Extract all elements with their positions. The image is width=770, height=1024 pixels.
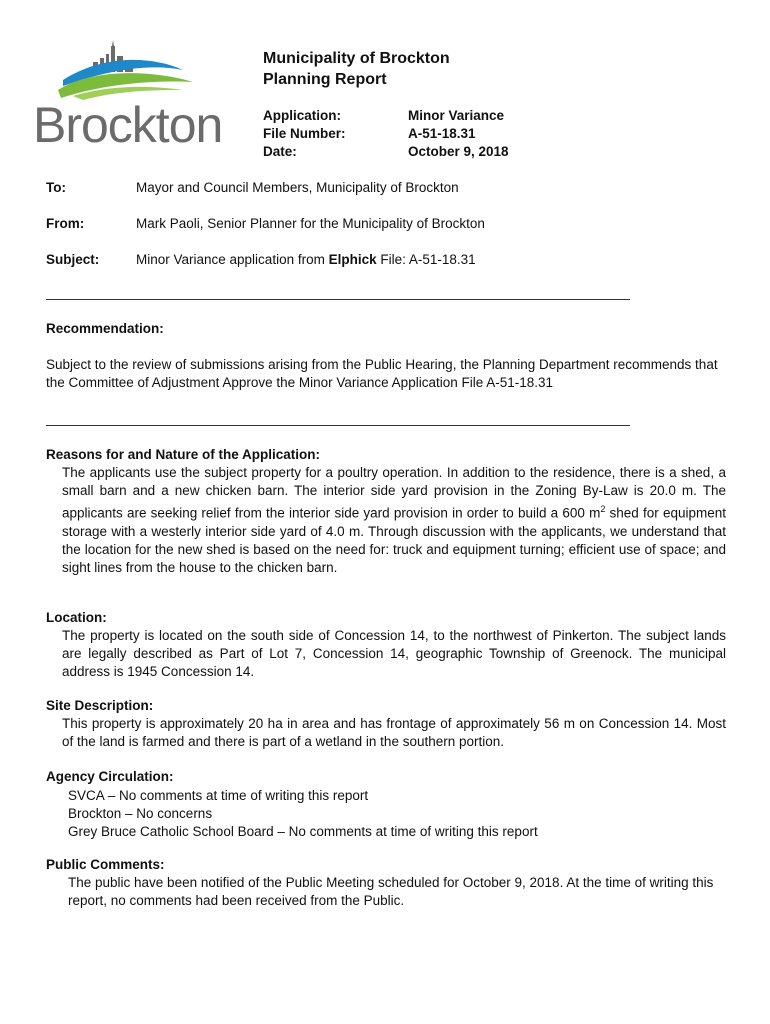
divider: [46, 299, 630, 300]
meta-value: A-51-18.31: [408, 126, 476, 141]
subject-pre: Minor Variance application from: [136, 252, 329, 267]
site-text: This property is approximately 20 ha in area and has frontage of approximately 56 m on Concession 14. Most of the land is farmed and there is part of a wetland in the southern portion.: [62, 716, 726, 749]
from-value: Mark Paoli, Senior Planner for the Municipality of Brockton: [136, 216, 485, 231]
superscript: 2: [600, 504, 606, 514]
svg-text:Brockton: Brockton: [33, 97, 223, 150]
meta-label: Application:: [263, 108, 341, 123]
site-title: Site Description:: [46, 698, 154, 713]
reasons-text-pre: The applicants use the subject property for a poultry operation. In addition to the residence, there is a shed, a small barn and a new chicken barn. The interior side yard provision in the Zoning By-Law is 20.0 m. The applicants are seeking relief from the interior side yard provision in order to build a 600 m: [62, 465, 726, 521]
public-title: Public Comments:: [46, 857, 165, 872]
header-line-report: Planning Report: [263, 71, 387, 88]
agency-line-brockton: Brockton – No concerns: [68, 806, 213, 821]
report-meta: [263, 107, 509, 161]
reasons-text-post: shed for equipment storage with a westerly interior side yard of 4.0 m. Through discussion with the applicants, we understand that the location for the new shed is based on the need for: truck and equipment turning; efficient use of space; and sight lines from the house to the chicken barn.: [62, 505, 726, 575]
location-title: Location:: [46, 610, 107, 625]
header-line-municipality: Municipality of Brockton: [263, 50, 450, 67]
recommendation-title: Recommendation:: [46, 321, 164, 336]
location-text: The property is located on the south side of Concession 14, to the northwest of Pinkerton. The subject lands are legally described as Part of Lot 7, Concession 14, geographic Township of Greenock. The municipal address is 1945 Concession 14.: [62, 628, 726, 679]
public-text: The public have been notified of the Public Meeting scheduled for October 9, 2018. At the time of writing this report, no comments had been received from the Public.: [68, 875, 714, 908]
subject-applicant: Elphick: [328, 252, 377, 267]
meta-row-file-number: [263, 125, 509, 143]
brockton-logo-graphic: [33, 40, 255, 150]
subject-label: Subject:: [46, 252, 100, 267]
memo-subject: [46, 251, 476, 269]
reasons-title: Reasons for and Nature of the Application:: [46, 447, 321, 462]
divider: [46, 425, 630, 426]
meta-row-date: [263, 143, 509, 161]
agency-line-school-board: Grey Bruce Catholic School Board – No comments at time of writing this report: [68, 824, 538, 839]
memo-from: [46, 215, 485, 233]
reasons-text: [62, 464, 726, 577]
meta-label: Date:: [263, 144, 297, 159]
meta-label: File Number:: [263, 126, 346, 141]
agency-line-svca: SVCA – No comments at time of writing this report: [68, 788, 369, 803]
subject-value: [136, 251, 476, 269]
meta-row-application: [263, 107, 509, 125]
recommendation-text: Subject to the review of submissions arising from the Public Hearing, the Planning Department recommends that the Committee of Adjustment Approve the Minor Variance Application File A-51-18.31: [46, 357, 718, 390]
report-header: [263, 48, 450, 90]
brockton-logo: [33, 40, 255, 150]
meta-value: Minor Variance: [408, 108, 505, 123]
meta-value: October 9, 2018: [408, 144, 509, 159]
memo-to: [46, 179, 459, 197]
to-value: Mayor and Council Members, Municipality of Brockton: [136, 180, 459, 195]
from-label: From:: [46, 216, 85, 231]
subject-post: File: A-51-18.31: [376, 252, 476, 267]
agency-title: Agency Circulation:: [46, 769, 174, 784]
to-label: To:: [46, 180, 66, 195]
